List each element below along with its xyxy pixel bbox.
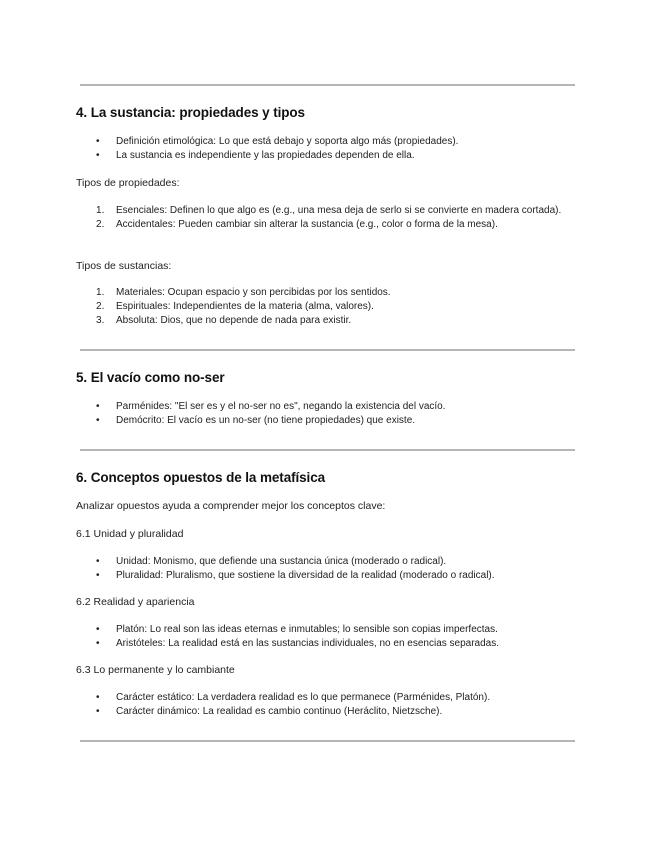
subsection-6-1-title: 6.1 Unidad y pluralidad [76, 528, 184, 540]
list-item: • Demócrito: El vacío es un no-ser (no tiene propiedades) que existe. [76, 414, 566, 428]
list-item: • Pluralidad: Pluralismo, que sostiene la diversidad de la realidad (moderado o radical). [76, 569, 566, 583]
section-6-intro: Analizar opuestos ayuda a comprender mejor los conceptos clave: [76, 500, 386, 512]
divider [80, 84, 575, 86]
subsection-6-2-title: 6.2 Realidad y apariencia [76, 596, 195, 608]
list-item: Absoluta: Dios, que no depende de nada para existir. [116, 315, 352, 326]
list-item: Accidentales: Pueden cambiar sin alterar la sustancia (e.g., color o forma de la mesa). [116, 219, 498, 230]
section-4-heading: 4. La sustancia: propiedades y tipos [76, 105, 305, 120]
list-item: • Carácter estático: La verdadera realidad es lo que permanece (Parménides, Platón). [76, 691, 566, 705]
list-item: • Definición etimológica: Lo que está debajo y soporta algo más (propiedades). [76, 135, 566, 149]
list-item: • Carácter dinámico: La realidad es cambio continuo (Heráclito, Nietzsche). [76, 705, 566, 719]
list-item: Espirituales: Independientes de la materia (alma, valores). [116, 301, 374, 312]
subsection-6-3-title: 6.3 Lo permanente y lo cambiante [76, 664, 235, 676]
list-item: • Aristóteles: La realidad está en las sustancias individuales, no en esencias separadas. [76, 637, 566, 651]
list-item: • Unidad: Monismo, que defiende una sustancia única (moderado o radical). [76, 555, 566, 569]
properties-label: Tipos de propiedades: [76, 177, 180, 189]
section-6-heading: 6. Conceptos opuestos de la metafísica [76, 470, 326, 485]
section-5-bullets [76, 400, 566, 428]
divider [80, 740, 575, 742]
properties-list [76, 204, 566, 232]
list-item: Esenciales: Definen lo que algo es (e.g., una mesa deja de serlo si se convierte en madera cortada). [116, 205, 562, 216]
section-5-heading: 5. El vacío como no-ser [76, 370, 225, 385]
subsection-6-2-bullets [76, 623, 566, 651]
substances-list [76, 286, 566, 328]
list-item: Materiales: Ocupan espacio y son percibidas por los sentidos. [116, 287, 391, 298]
list-item: • La sustancia es independiente y las propiedades dependen de ella. [76, 149, 566, 163]
list-item: • Parménides: "El ser es y el no-ser no es", negando la existencia del vacío. [76, 400, 566, 414]
divider [80, 349, 575, 351]
subsection-6-1-bullets [76, 555, 566, 583]
substances-label: Tipos de sustancias: [76, 260, 172, 272]
subsection-6-3-bullets [76, 691, 566, 719]
section-4-bullets [76, 135, 566, 163]
list-item: • Platón: Lo real son las ideas eternas e inmutables; lo sensible son copias imperfectas. [76, 623, 566, 637]
divider [80, 449, 575, 451]
